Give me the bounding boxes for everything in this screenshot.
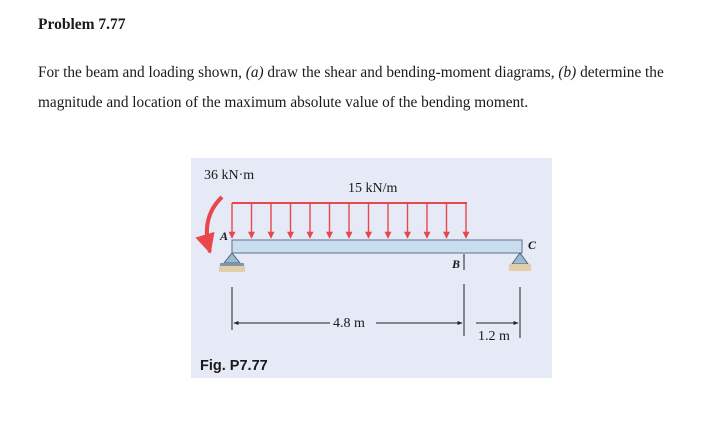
moment-arrow-icon <box>207 197 222 252</box>
pin-base <box>220 263 244 266</box>
support-triangle-icon <box>512 253 528 264</box>
support-c <box>509 253 531 271</box>
load-arrows <box>232 203 466 238</box>
part-a-label: (a) <box>245 64 264 81</box>
statement-lead: For the beam and loading shown, <box>38 64 246 81</box>
pin-ground-hatch <box>219 266 245 272</box>
beam <box>232 240 522 253</box>
load-label: 15 kN/m <box>348 181 398 196</box>
point-c-label: C <box>528 238 537 252</box>
distributed-load <box>232 203 467 238</box>
figure-caption: Fig. P7.77 <box>200 358 268 374</box>
pin-triangle-icon <box>224 253 240 263</box>
part-b-label: (b) <box>558 64 577 81</box>
point-b-label: B <box>452 257 461 271</box>
moment-label: 36 kN·m <box>204 168 255 183</box>
problem-title: Problem 7.77 <box>38 16 126 33</box>
point-a-label: A <box>220 229 229 243</box>
part-a-text: draw the shear and bending-moment diagrams, <box>263 64 559 81</box>
pin-support-a <box>219 253 245 272</box>
span-bc-label: 1.2 m <box>478 329 510 344</box>
part-b-text: determine the magnitude and location of the maximum absolute value of the bending moment. <box>38 64 664 111</box>
support-ground-hatch <box>509 264 531 271</box>
span-ab-label: 4.8 m <box>333 316 365 331</box>
